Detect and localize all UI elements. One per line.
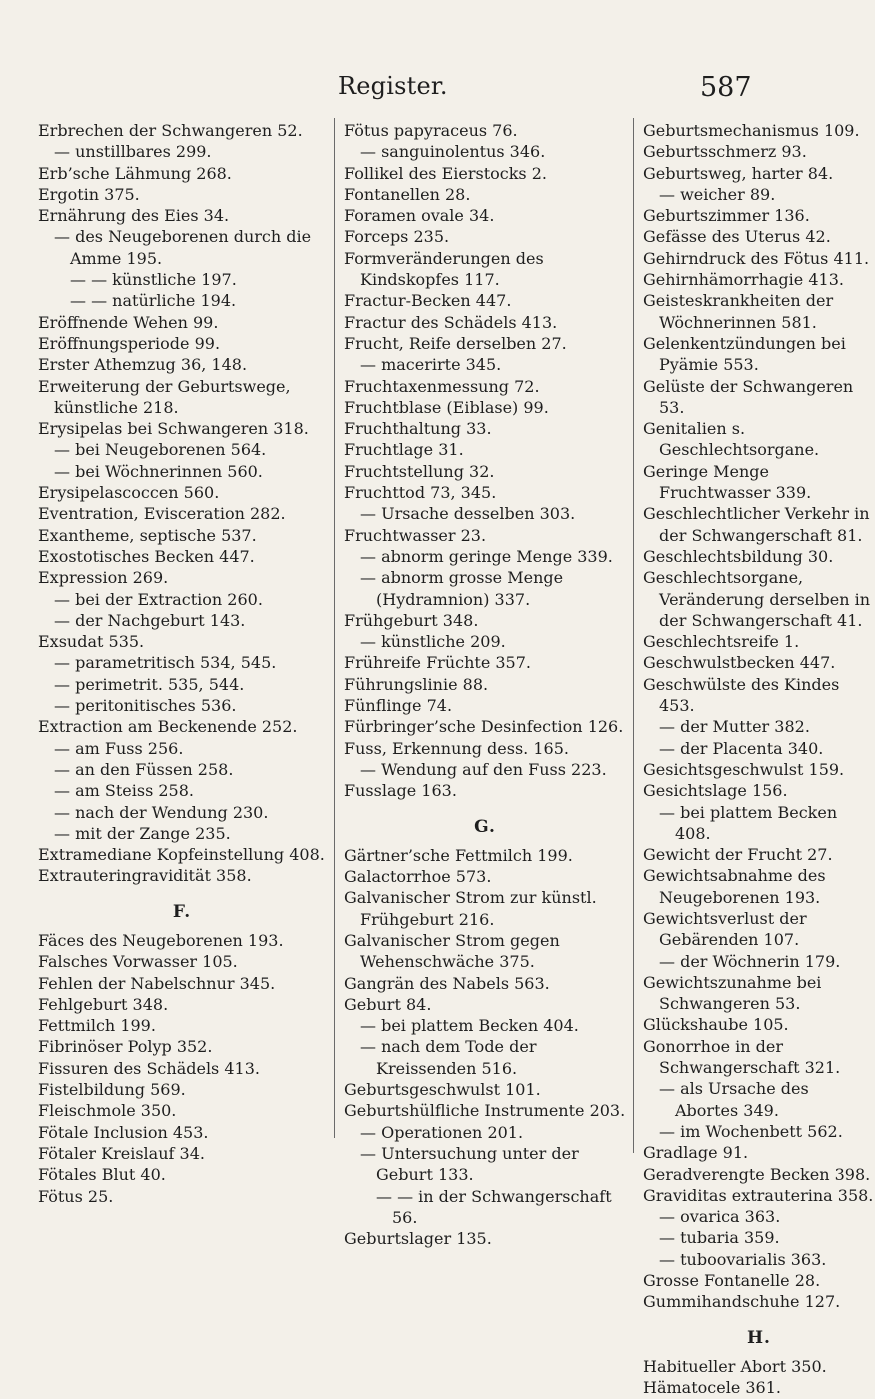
index-entry: Fontanellen 28. [344,184,471,204]
index-entry: Gelüste der Schwangeren 53. [643,376,854,417]
index-entry: Geburtsweg, harter 84. [643,163,834,183]
index-subentry: — peritonitisches 536. [54,696,237,716]
index-entry: Fötus papyraceus 76. [344,121,518,140]
index-entry: Expression 269. [38,568,169,588]
index-entry: Gummihandschuhe 127. [643,1292,841,1312]
index-entry: Fruchttod 73, 345. [344,483,497,503]
index-entry: Geringe Menge Fruchtwasser 339. [643,461,812,503]
section-letter-heading: H. [747,1327,771,1348]
index-entry: Graviditas extrauterina 358. [643,1185,874,1205]
index-subentry: — abnorm grosse Menge (Hydramnion) 337. [360,568,564,609]
index-entry: Gesichtslage 156. [643,781,788,801]
index-entry: Eröffnende Wehen 99. [38,312,219,332]
index-entry: Gonorrhoe in der Schwangerschaft 321. [643,1036,841,1078]
index-subentry: — künstliche 209. [360,632,506,652]
index-entry: Geburtsgeschwulst 101. [344,1080,541,1100]
index-entry: Frucht, Reife derselben 27. [344,333,567,353]
index-entry: Fruchtblase (Eiblase) 99. [344,397,549,417]
index-entry: Erbrechen der Schwangeren 52. [38,121,303,140]
index-entry: Geburtsschmerz 93. [643,142,807,162]
index-subentry: — unstillbares 299. [54,142,212,162]
index-subentry: — bei der Extraction 260. [54,589,263,609]
index-subentry: — der Nachgeburt 143. [54,610,246,630]
index-entry: Fürbringer’sche Desinfection 126. [344,717,624,737]
index-entry: Frühgeburt 348. [344,610,479,630]
index-entry: Führungslinie 88. [344,674,489,694]
index-entry: Fractur des Schädels 413. [344,312,558,332]
index-entry: Geschwülste des Kindes 453. [643,674,840,716]
index-entry: Fruchtwasser 23. [344,525,487,545]
index-subentry: — der Placenta 340. [659,738,824,758]
page-header [0,70,800,110]
index-entry: Gewichtszunahme bei Schwangeren 53. [643,972,822,1014]
index-entry: Habitueller Abort 350. [643,1356,827,1376]
index-entry: Gehirndruck des Fötus 411. [643,248,870,268]
index-subentry: — abnorm geringe Menge 339. [360,546,613,566]
index-entry: Fötaler Kreislauf 34. [38,1143,205,1163]
index-column-3 [643,120,875,1399]
index-subentry: — ovarica 363. [659,1207,781,1227]
index-entry: Foramen ovale 34. [344,206,495,226]
index-subentry: — tubaria 359. [659,1228,780,1248]
index-entry: Erysipelascoccen 560. [38,483,220,503]
index-subentry: — bei Wöchnerinnen 560. [54,461,263,481]
index-subentry: — bei plattem Becken 404. [360,1016,579,1036]
index-entry: Fleischmole 350. [38,1101,177,1121]
index-entry: Geschwulstbecken 447. [643,653,836,673]
index-entry: Fünflinge 74. [344,696,453,716]
section-letter-heading: F. [172,901,192,922]
index-subentry: — im Wochenbett 562. [659,1121,843,1141]
index-entry: Galvanischer Strom zur künstl. Frühgeburt 216. [344,888,597,929]
index-entry: Extraction am Beckenende 252. [38,717,298,737]
column-divider [633,118,634,1153]
index-subentry: — der Wöchnerin 179. [659,951,841,971]
index-entry: Gärtner’sche Fettmilch 199. [344,845,573,865]
index-entry: Fettmilch 199. [38,1016,156,1036]
index-entry: Falsches Vorwasser 105. [38,952,238,972]
index-subentry: — als Ursache des Abortes 349. [659,1079,809,1120]
index-subentry: — Wendung auf den Fuss 223. [360,759,607,779]
index-entry: Glückshaube 105. [643,1015,789,1035]
index-entry: Geschlechtsorgane, Veränderung derselben in der Schwangerschaft 41. [643,568,871,630]
index-column-1 [38,120,326,1207]
index-entry: Gesichtsgeschwulst 159. [643,759,845,779]
index-entry: Ernährung des Eies 34. [38,206,230,226]
index-entry: Fötale Inclusion 453. [38,1122,209,1142]
index-entry: Fruchtlage 31. [344,440,464,460]
index-entry: Fractur-Becken 447. [344,291,512,311]
index-entry: Gehirnhämorrhagie 413. [643,270,844,290]
index-subentry: — Untersuchung unter der Geburt 133. [360,1143,579,1185]
index-entry: Geburtslager 135. [344,1229,492,1249]
index-entry: Grosse Fontanelle 28. [643,1271,821,1291]
index-entry: Geschlechtlicher Verkehr in der Schwangerschaft 81. [643,504,870,545]
index-entry: Extramediane Kopfeinstellung 408. [38,845,325,865]
index-subentry: — Operationen 201. [360,1122,524,1142]
index-subentry: — nach dem Tode der Kreissenden 516. [360,1037,537,1078]
index-subentry: — — künstliche 197. [70,270,237,290]
index-entry: Fötus 25. [38,1186,114,1206]
index-entry: Gefässe des Uterus 42. [643,227,831,247]
index-subentry: — der Mutter 382. [659,717,810,737]
index-entry: Geradverengte Becken 398. [643,1164,871,1184]
index-entry: Geschlechtsbildung 30. [643,546,834,566]
index-entry: Erster Athemzug 36, 148. [38,355,248,375]
index-subentry: — macerirte 345. [360,355,502,375]
index-subentry: — des Neugeborenen durch die Amme 195. [54,227,312,268]
index-subentry: — am Fuss 256. [54,738,184,758]
index-entry: Genitalien s. Geschlechtsorgane. [643,419,820,460]
index-subentry: — weicher 89. [659,184,776,204]
index-entry: Gelenkentzündungen bei Pyämie 553. [643,333,846,375]
index-entry: Exsudat 535. [38,632,145,652]
index-subentry: — tuboovarialis 363. [659,1249,827,1269]
index-entry: Eröffnungsperiode 99. [38,333,221,353]
index-subentry: — sanguinolentus 346. [360,142,546,162]
column-divider [334,118,335,1138]
index-entry: Gewichtsverlust der Gebärenden 107. [643,908,807,950]
index-subentry: — perimetrit. 535, 544. [54,674,245,694]
index-subentry: — — natürliche 194. [70,291,237,311]
index-subentry: — am Steiss 258. [54,781,194,801]
index-entry: Ergotin 375. [38,184,140,204]
index-entry: Geburtshülfliche Instrumente 203. [344,1101,626,1121]
index-entry: Gradlage 91. [643,1143,749,1163]
index-subentry: — nach der Wendung 230. [54,802,269,822]
index-entry: Fäces des Neugeborenen 193. [38,930,284,950]
index-entry: Galactorrhoe 573. [344,867,492,887]
index-entry: Eventration, Evisceration 282. [38,504,286,524]
index-entry: Erweiterung der Geburtswege, künstliche 218. [38,376,291,417]
index-entry: Fehlgeburt 348. [38,994,169,1014]
index-entry: Fruchtaxenmessung 72. [344,376,540,396]
index-subentry: — parametritisch 534, 545. [54,653,277,673]
index-entry: Erysipelas bei Schwangeren 318. [38,419,309,439]
index-entry: Exostotisches Becken 447. [38,546,255,566]
running-title: Register. [338,72,448,100]
index-entry: Gewicht der Frucht 27. [643,845,833,865]
index-entry: Fissuren des Schädels 413. [38,1058,260,1078]
section-letter-heading: G. [474,816,496,837]
index-subentry: — mit der Zange 235. [54,823,231,843]
index-entry: Geburtszimmer 136. [643,206,810,226]
index-subentry: — Ursache desselben 303. [360,504,576,524]
index-entry: Gangrän des Nabels 563. [344,973,550,993]
index-entry: Fötales Blut 40. [38,1165,166,1185]
index-subentry: — bei Neugeborenen 564. [54,440,267,460]
index-entry: Hämatocele 361. [643,1378,781,1398]
index-entry: Formveränderungen des Kindskopfes 117. [344,248,544,290]
index-entry: Geburt 84. [344,994,432,1014]
index-entry: Galvanischer Strom gegen Wehenschwäche 375. [344,930,560,972]
index-entry: Gewichtsabnahme des Neugeborenen 193. [643,866,826,907]
index-entry: Geburtsmechanismus 109. [643,121,860,140]
index-entry: Geschlechtsreife 1. [643,632,800,652]
index-entry: Geisteskrankheiten der Wöchnerinnen 581. [643,291,834,332]
index-column-2 [344,120,626,1249]
index-entry: Exantheme, septische 537. [38,525,257,545]
index-entry: Erb’sche Lähmung 268. [38,163,232,183]
index-entry: Fuss, Erkennung dess. 165. [344,738,569,758]
index-entry: Fistelbildung 569. [38,1080,186,1100]
index-entry: Fehlen der Nabelschnur 345. [38,973,276,993]
index-entry: Fusslage 163. [344,781,457,801]
index-entry: Fruchthaltung 33. [344,419,492,439]
index-entry: Fibrinöser Polyp 352. [38,1037,213,1057]
index-entry: Follikel des Eierstocks 2. [344,163,547,183]
index-entry: Extrauteringravidität 358. [38,866,252,886]
page-number: 587 [700,72,752,103]
index-subentry: — — in der Schwangerschaft 56. [376,1186,612,1227]
index-subentry: — bei plattem Becken 408. [659,802,838,843]
index-subentry: — an den Füssen 258. [54,759,234,779]
index-entry: Forceps 235. [344,227,450,247]
index-entry: Frühreife Früchte 357. [344,653,531,673]
index-entry: Fruchtstellung 32. [344,461,495,481]
